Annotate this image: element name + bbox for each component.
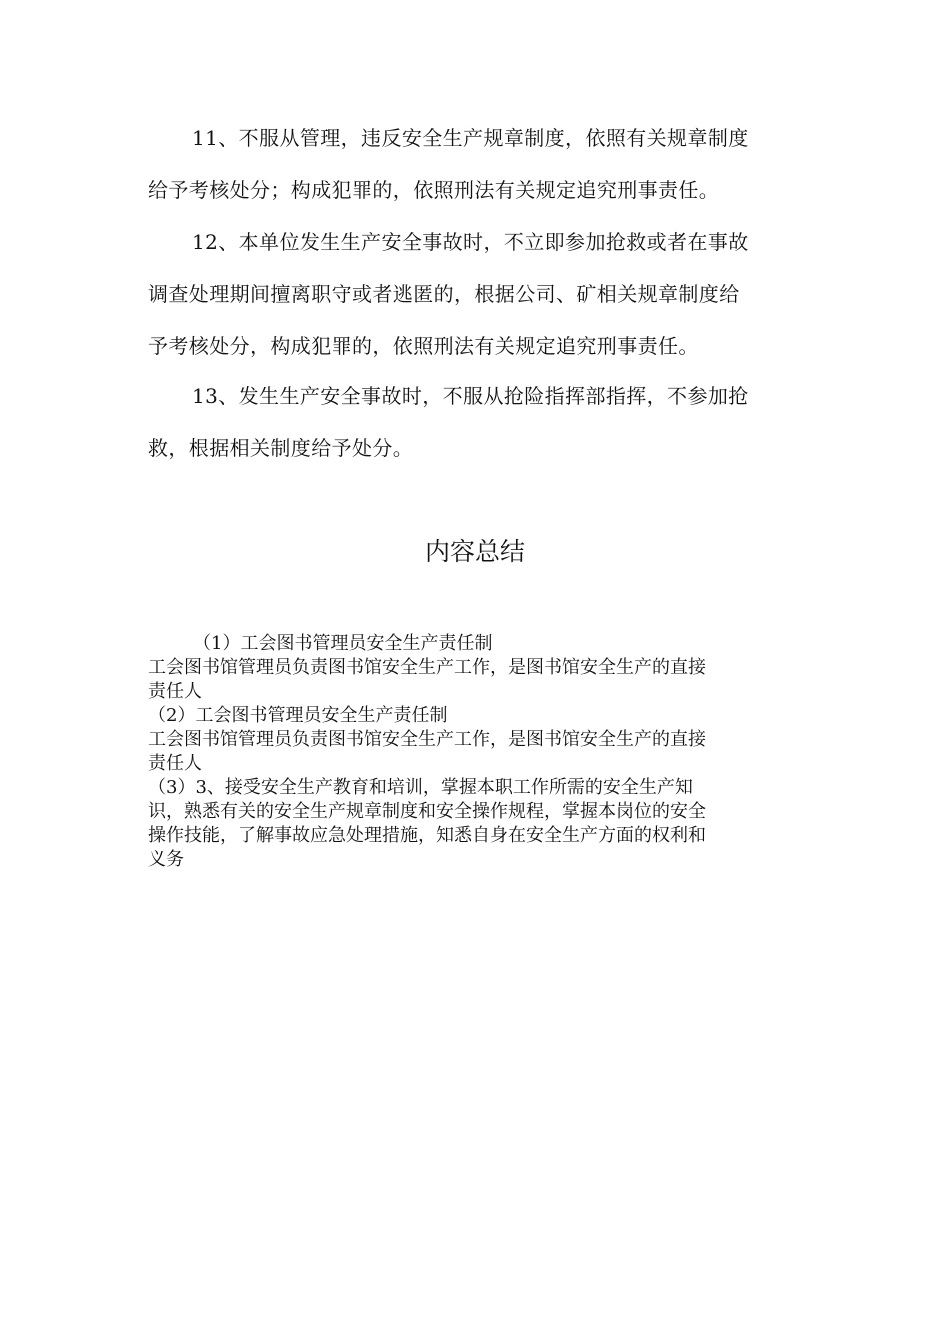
summary-heading: 内容总结	[424, 537, 525, 566]
paragraph-line: 给予考核处分；构成犯罪的，依照刑法有关规定追究刑事责任。	[148, 178, 720, 202]
summary-line: 责任人	[148, 681, 202, 702]
paragraph-line: 13、发生生产安全事故时，不服从抢险指挥部指挥，不参加抢	[192, 384, 749, 408]
summary-line: 操作技能，了解事故应急处理措施，知悉自身在安全生产方面的权利和	[148, 825, 706, 846]
summary-block	[148, 632, 798, 872]
summary-line: 识，熟悉有关的安全生产规章制度和安全操作规程，掌握本岗位的安全	[148, 801, 706, 822]
summary-line: 责任人	[148, 753, 202, 774]
paragraph-item-13	[148, 370, 798, 474]
summary-line: （3）3、接受安全生产教育和培训，掌握本职工作所需的安全生产知	[148, 777, 693, 798]
paragraph-line: 调查处理期间擅离职守或者逃匿的，根据公司、矿相关规章制度给	[148, 282, 740, 306]
paragraph-item-11	[148, 112, 798, 216]
summary-line: （2）工会图书管理员安全生产责任制	[148, 705, 448, 726]
summary-line: 工会图书馆管理员负责图书馆安全生产工作，是图书馆安全生产的直接	[148, 657, 706, 678]
paragraph-item-12	[148, 216, 798, 372]
paragraph-line: 救，根据相关制度给予处分。	[148, 436, 414, 460]
summary-line: 工会图书馆管理员负责图书馆安全生产工作，是图书馆安全生产的直接	[148, 729, 706, 750]
summary-line: 义务	[148, 849, 184, 870]
paragraph-line: 予考核处分，构成犯罪的，依照刑法有关规定追究刑事责任。	[148, 334, 699, 358]
paragraph-line: 11、不服从管理，违反安全生产规章制度，依照有关规章制度	[192, 126, 749, 150]
paragraph-line: 12、本单位发生生产安全事故时，不立即参加抢救或者在事故	[192, 230, 749, 254]
summary-line: （1）工会图书管理员安全生产责任制	[193, 633, 493, 654]
